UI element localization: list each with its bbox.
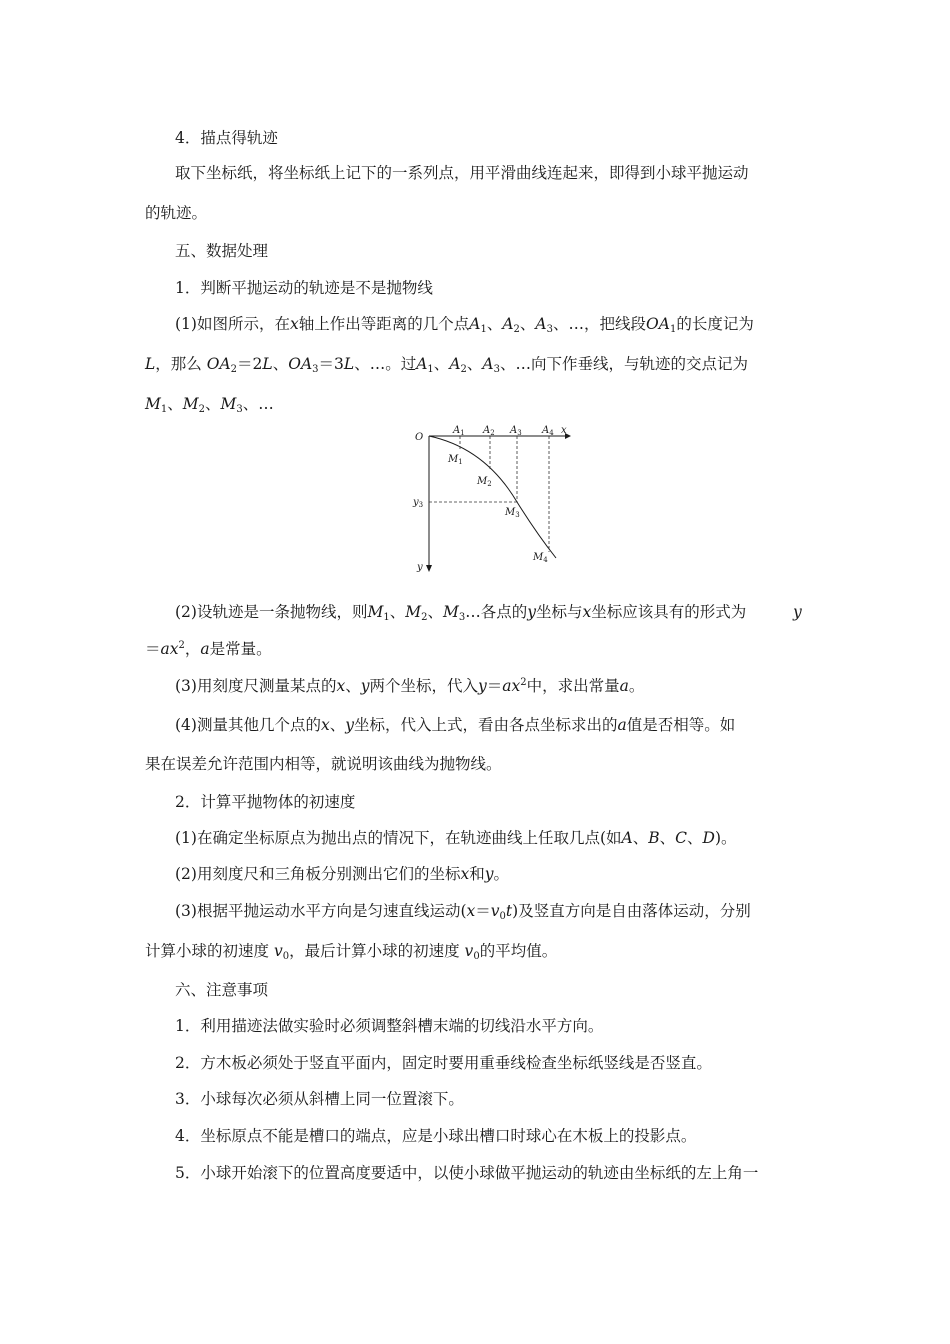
paragraph: (3)用刻度尺测量某点的x、y两个坐标，代入$y=ax^2$中，求出常量a。	[175, 677, 645, 695]
point-m3-label: $M_3$	[505, 507, 520, 519]
point-a4-label: $A_4$	[542, 425, 554, 437]
paragraph: (3)根据平抛运动水平方向是匀速直线运动$(x=v_0t)$及竖直方向是自由落体运动，分别	[175, 902, 751, 922]
paragraph: (1)在确定坐标原点为抛出点的情况下，在轨迹曲线上任取几点(如A、B、C、D)。	[175, 829, 737, 847]
paragraph: L，那么 $OA_2=2L$、$OA_3=3L$、…。过$A_1$、$A_2$、$A_3$、…向下作垂线，与轨迹的交点记为	[145, 355, 748, 375]
origin-label: O	[415, 432, 424, 443]
y-axis-label: y	[417, 562, 423, 573]
paragraph: (1)如图所示，在x轴上作出等距离的几个点$A_1$、$A_2$、$A_3$、…，把线段$OA_1$的长度记为	[175, 315, 754, 335]
paragraph: 果在误差允许范围内相等，就说明该曲线为抛物线。	[145, 755, 502, 773]
section-4-title: 4．描点得轨迹	[175, 129, 278, 147]
section-6-title: 六、注意事项	[175, 981, 269, 999]
y-axis-arrow	[426, 565, 432, 572]
math-symbol: y	[793, 603, 802, 621]
list-item: 2．方木板必须处于竖直平面内，固定时要用重垂线检查坐标纸竖线是否竖直。	[175, 1054, 712, 1072]
point-m1-label: $M_1$	[448, 454, 463, 466]
paragraph: $=ax^2$，a是常量。	[145, 640, 272, 658]
trajectory-figure	[413, 424, 577, 574]
subsection-2-title: 2．计算平抛物体的初速度	[175, 793, 356, 811]
paragraph: (4)测量其他几个点的x、y坐标，代入上式，看由各点坐标求出的a值是否相等。如	[175, 716, 736, 734]
list-item: 5．小球开始滚下的位置高度要适中，以使小球做平抛运动的轨迹由坐标纸的左上角一	[175, 1164, 759, 1182]
paragraph: 取下坐标纸，将坐标纸上记下的一系列点，用平滑曲线连起来，即得到小球平抛运动	[175, 164, 749, 182]
trajectory-diagram	[413, 424, 577, 574]
list-item: 1．利用描迹法做实验时必须调整斜槽末端的切线沿水平方向。	[175, 1017, 604, 1035]
paragraph: 计算小球的初速度 $v_0$，最后计算小球的初速度 $v_0$的平均值。	[145, 942, 558, 962]
section-5-title: 五、数据处理	[175, 242, 269, 260]
y3-label: $y_3$	[413, 497, 424, 509]
paragraph: (2)用刻度尺和三角板分别测出它们的坐标x和y。	[175, 865, 510, 883]
point-a2-label: $A_2$	[483, 425, 495, 437]
point-a3-label: $A_3$	[510, 425, 522, 437]
point-m2-label: $M_2$	[477, 476, 492, 488]
list-item: 3．小球每次必须从斜槽上同一位置滚下。	[175, 1090, 464, 1108]
point-a1-label: $A_1$	[453, 425, 465, 437]
paragraph: 的轨迹。	[145, 204, 208, 222]
subsection-1-title: 1．判断平抛运动的轨迹是不是抛物线	[175, 279, 433, 297]
paragraph: (2)设轨迹是一条抛物线，则$M_1$、$M_2$、$M_3\dots$各点的y坐标与x坐标应该具有的形式为	[175, 603, 747, 623]
point-m4-label: $M_4$	[533, 552, 548, 564]
list-item: 4．坐标原点不能是槽口的端点，应是小球出槽口时球心在木板上的投影点。	[175, 1127, 697, 1145]
paragraph: $M_1$、$M_2$、$M_3$、…	[145, 395, 274, 415]
x-axis-label: x	[561, 425, 567, 436]
